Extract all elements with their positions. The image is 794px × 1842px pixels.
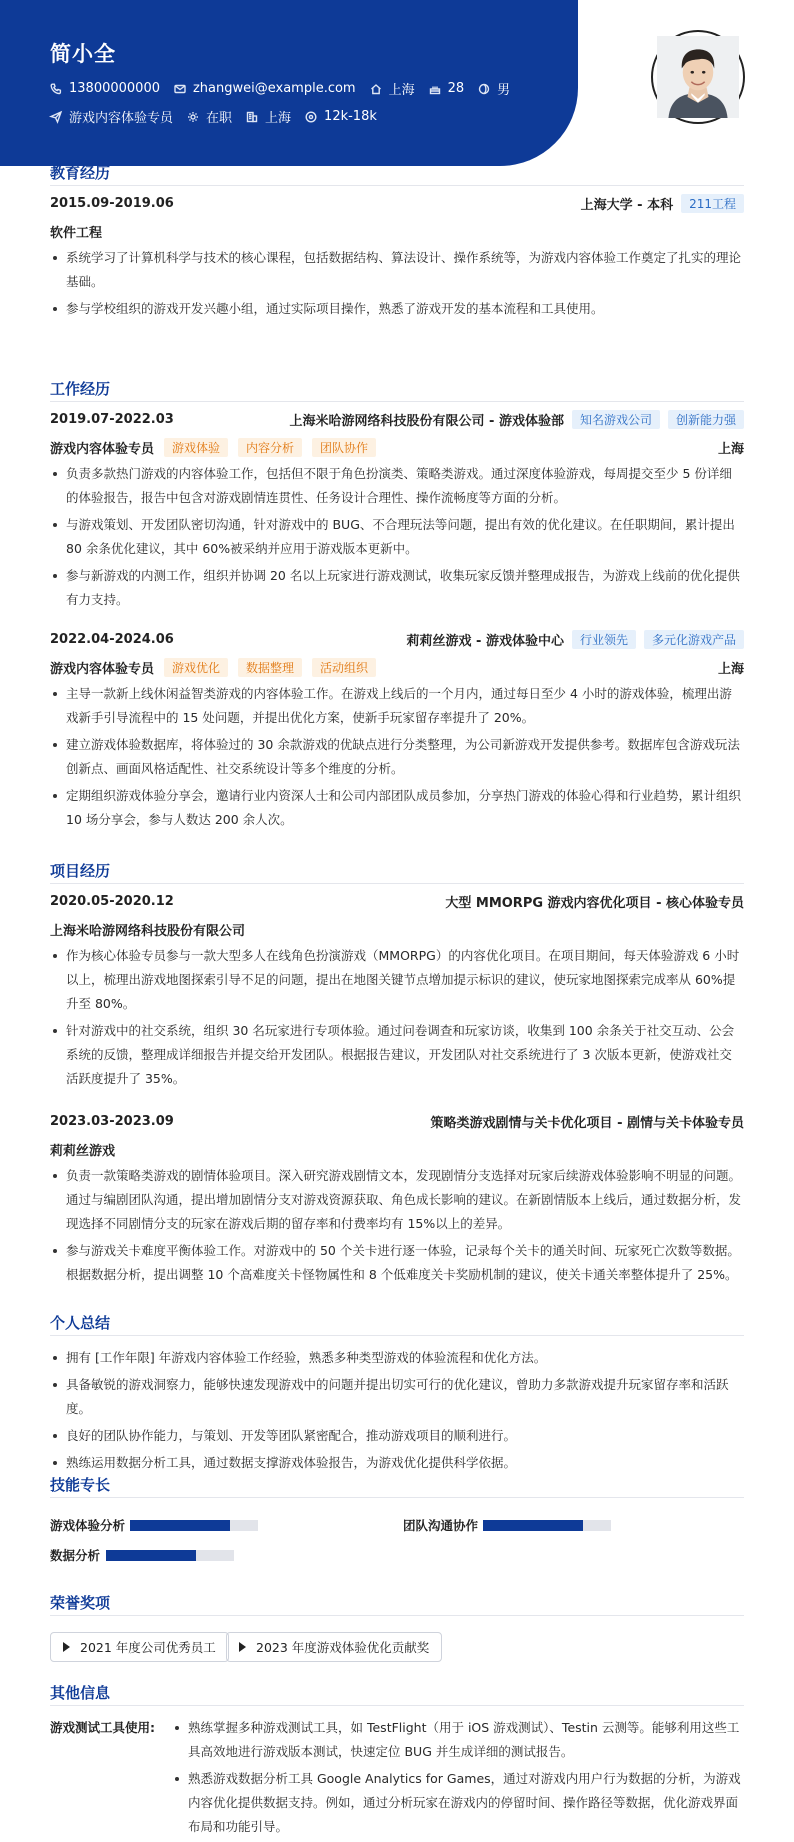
project-company-row — [50, 920, 744, 939]
skill-fill — [130, 1520, 230, 1531]
skill-item — [50, 1546, 234, 1564]
location-item — [370, 79, 415, 98]
role-tag: 游戏优化 — [164, 658, 228, 677]
play-icon — [63, 1642, 70, 1652]
skill-name: 游戏体验分析 — [50, 1518, 126, 1533]
job-role: 游戏内容体验专员 — [50, 442, 155, 457]
project-header-row — [50, 892, 744, 911]
honor-label: 2021 年度公司优秀员工 — [80, 1640, 216, 1655]
skill-fill — [106, 1550, 196, 1561]
role-tag: 团队协作 — [312, 438, 376, 457]
contact-row — [50, 79, 524, 98]
education-tag: 211工程 — [681, 194, 744, 213]
other-bullets — [172, 1716, 744, 1842]
position-item — [50, 107, 173, 126]
skills-title: 技能专长 — [50, 1474, 744, 1498]
list-item: 参与学校组织的游戏开发兴趣小组，通过实际项目操作，熟悉了游戏开发的基本流程和工具使用。 — [50, 297, 744, 321]
list-item: 建立游戏体验数据库，将体验过的 30 余款游戏的优缺点进行分类整理，为公司新游戏开发提供参考。数据库包含游戏玩法创新点、画面风格适配性、社交系统设计等多个维度的分析。 — [50, 733, 744, 781]
education-major-row — [50, 222, 744, 241]
role-tag: 活动组织 — [312, 658, 376, 677]
cake-icon — [429, 83, 441, 95]
honors-list — [50, 1632, 744, 1662]
mail-icon — [174, 83, 186, 95]
list-item: 参与游戏关卡难度平衡体验工作。对游戏中的 50 个关卡进行逐一体验，记录每个关卡的通关时间、玩家死亡次数等数据。根据数据分析，提出调整 10 个高难度关卡怪物属性和 8 个低难度关卡奖励机制的建议，使关卡通关率整体提升了 25%。 — [50, 1239, 744, 1287]
list-item: 熟练运用数据分析工具，通过数据支撑游戏体验报告，为游戏优化提供科学依据。 — [50, 1451, 744, 1475]
list-item: 与游戏策划、开发团队密切沟通，针对游戏中的 BUG、不合理玩法等问题，提出有效的优化建议。在任职期间，累计提出 80 余条优化建议，其中 60%被采纳并应用于游戏版本更新中。 — [50, 513, 744, 561]
status-text: 在职 — [206, 111, 233, 126]
age-text: 28 — [447, 81, 465, 96]
skill-item — [403, 1516, 611, 1534]
list-item: 负责一款策略类游戏的剧情体验项目。深入研究游戏剧情文本，发现剧情分支选择对玩家后续游戏体验影响不明显的问题。通过与编剧团队沟通，提出增加剧情分支对游戏资源获取、角色成长影响的建议。在新剧情版本上线后，通过数据分析，发现选择不同剧情分支的玩家在游戏后期的留存率和付费率均有 15%以上的差异。 — [50, 1164, 744, 1236]
salary-item — [305, 109, 377, 124]
city-text: 上海 — [265, 111, 292, 126]
list-item: 参与新游戏的内测工作，组织并协调 20 名以上玩家进行游戏测试，收集玩家反馈并整理成报告，为游戏上线前的优化提供有力支持。 — [50, 564, 744, 612]
email-text: zhangwei@example.com — [192, 81, 356, 96]
project-name: 策略类游戏剧情与关卡优化项目 - 剧情与关卡体验专员 — [430, 1116, 744, 1131]
job-company: 莉莉丝游戏 - 游戏体验中心 — [406, 634, 564, 649]
send-icon — [50, 111, 62, 123]
gender-item — [478, 79, 510, 98]
building-icon — [246, 111, 258, 123]
company-tag: 知名游戏公司 — [572, 410, 660, 429]
job-bullets — [50, 682, 744, 835]
work-title: 工作经历 — [50, 378, 744, 402]
list-item: 负责多款热门游戏的内容体验工作，包括但不限于角色扮演类、策略类游戏。通过深度体验游戏，每周提交至少 5 份详细的体验报告，报告中包含对游戏剧情连贯性、任务设计合理性、操作流畅度等方面的分析。 — [50, 462, 744, 510]
summary-section — [50, 1312, 744, 1470]
list-item: 系统学习了计算机科学与技术的核心课程，包括数据结构、算法设计、操作系统等，为游戏内容体验工作奠定了扎实的理论基础。 — [50, 246, 744, 294]
gear-icon — [187, 111, 199, 123]
education-section — [50, 162, 744, 316]
honors-title: 荣誉奖项 — [50, 1592, 744, 1616]
location-text: 上海 — [388, 83, 415, 98]
skill-bar — [130, 1520, 258, 1531]
education-major: 软件工程 — [50, 226, 103, 241]
summary-bullets — [50, 1346, 744, 1478]
summary-title: 个人总结 — [50, 1312, 744, 1336]
other-content — [50, 1716, 744, 1834]
skill-bar — [106, 1550, 234, 1561]
position-text: 游戏内容体验专员 — [69, 111, 174, 126]
avatar-photo — [657, 36, 739, 118]
resume-header — [0, 0, 578, 166]
honor-item — [226, 1632, 442, 1662]
project-company: 上海米哈游网络科技股份有限公司 — [50, 924, 246, 939]
job-date: 2022.04-2024.06 — [50, 632, 174, 647]
person-photo-icon — [657, 36, 739, 118]
phone-item — [50, 81, 160, 96]
home-icon — [370, 83, 382, 95]
skills-section — [50, 1474, 744, 1574]
job-role-row — [50, 658, 744, 677]
email-item — [174, 81, 356, 96]
age-item — [429, 81, 465, 96]
role-tag: 内容分析 — [238, 438, 302, 457]
skill-name: 数据分析 — [50, 1548, 101, 1563]
project-name: 大型 MMORPG 游戏内容优化项目 - 核心体验专员 — [445, 896, 744, 911]
job-intent-row — [50, 107, 391, 126]
list-item: 主导一款新上线休闲益智类游戏的内容体验工作。在游戏上线后的一个月内，通过每日至少 4 小时的游戏体验，梳理出游戏新手引导流程中的 15 处问题，并提出优化方案，使新手玩家留存率提升了 20%。 — [50, 682, 744, 730]
job-header-row — [50, 410, 744, 429]
education-date: 2015.09-2019.06 — [50, 196, 174, 211]
list-item: 作为核心体验专员参与一款大型多人在线角色扮演游戏（MMORPG）的内容优化项目。在项目期间，每天体验游戏 6 小时以上，梳理出游戏地图探索引导不足的问题，提出在地图关键节点增加提示标识的建议，使玩家地图探索完成率从 60%提升至 80%。 — [50, 944, 744, 1016]
skill-bar — [483, 1520, 611, 1531]
list-item: 具备敏锐的游戏洞察力，能够快速发现游戏中的问题并提出切实可行的优化建议，曾助力多款游戏提升玩家留存率和活跃度。 — [50, 1373, 744, 1421]
role-tag: 游戏体验 — [164, 438, 228, 457]
projects-title: 项目经历 — [50, 860, 744, 884]
status-item — [187, 107, 232, 126]
honor-label: 2023 年度游戏体验优化贡献奖 — [256, 1640, 430, 1655]
list-item: 针对游戏中的社交系统，组织 30 名玩家进行专项体验。通过问卷调查和玩家访谈，收集到 100 余条关于社交互动、公会系统的反馈，整理成详细报告并提交给开发团队。根据报告建议，开发团队对社交系统进行了 3 次版本更新，使游戏社交活跃度提升了 35%。 — [50, 1019, 744, 1091]
other-label: 游戏测试工具使用: — [50, 1720, 155, 1735]
work-section — [50, 378, 744, 848]
education-title: 教育经历 — [50, 162, 744, 186]
candidate-name: 简小全 — [50, 42, 116, 66]
city-item — [246, 107, 291, 126]
role-tag: 数据整理 — [238, 658, 302, 677]
other-title: 其他信息 — [50, 1682, 744, 1706]
company-tag: 行业领先 — [572, 630, 636, 649]
project-company-row — [50, 1140, 744, 1159]
project-date: 2020.05-2020.12 — [50, 894, 174, 909]
list-item: 拥有 [工作年限] 年游戏内容体验工作经验，熟悉多种类型游戏的体验流程和优化方法。 — [50, 1346, 744, 1370]
list-item: 熟悉游戏数据分析工具 Google Analytics for Games，通过对游戏内用户行为数据的分析，为游戏内容优化提供数据支持。例如，通过分析玩家在游戏内的停留时间、操作路径等数据，优化游戏界面布局和功能引导。 — [172, 1767, 744, 1839]
job-role: 游戏内容体验专员 — [50, 662, 155, 677]
phone-icon — [50, 83, 62, 95]
education-header-row — [50, 194, 744, 213]
job-bullets — [50, 462, 744, 615]
job-location: 上海 — [717, 442, 744, 457]
list-item: 熟练掌握多种游戏测试工具，如 TestFlight（用于 iOS 游戏测试）、Testin 云测等。能够利用这些工具高效地进行游戏版本测试，快速定位 BUG 并生成详细的测试报告。 — [172, 1716, 744, 1764]
coin-icon — [305, 111, 317, 123]
play-icon — [239, 1642, 246, 1652]
gender-icon — [478, 83, 490, 95]
projects-section — [50, 860, 744, 1300]
list-item: 良好的团队协作能力，与策划、开发等团队紧密配合，推动游戏项目的顺利进行。 — [50, 1424, 744, 1448]
salary-text: 12k-18k — [324, 109, 377, 124]
honors-section — [50, 1592, 744, 1672]
phone-text: 13800000000 — [69, 81, 160, 96]
list-item: 定期组织游戏体验分享会，邀请行业内资深人士和公司内部团队成员参加，分享热门游戏的体验心得和行业趋势，累计组织 10 场分享会，参与人数达 200 余人次。 — [50, 784, 744, 832]
job-date: 2019.07-2022.03 — [50, 412, 174, 427]
honor-item — [50, 1632, 229, 1662]
gender-text: 男 — [497, 83, 511, 98]
job-location: 上海 — [717, 662, 744, 677]
project-bullets — [50, 1164, 744, 1290]
project-company: 莉莉丝游戏 — [50, 1144, 116, 1159]
job-header-row — [50, 630, 744, 649]
project-header-row — [50, 1112, 744, 1131]
skill-fill — [483, 1520, 583, 1531]
other-section — [50, 1682, 744, 1834]
avatar — [651, 30, 745, 124]
education-school: 上海大学 - 本科 — [580, 198, 674, 213]
project-bullets — [50, 944, 744, 1094]
project-date: 2023.03-2023.09 — [50, 1114, 174, 1129]
education-bullets — [50, 246, 744, 324]
job-role-row — [50, 438, 744, 457]
skill-name: 团队沟通协作 — [403, 1518, 479, 1533]
company-tag: 多元化游戏产品 — [644, 630, 744, 649]
job-company: 上海米哈游网络科技股份有限公司 - 游戏体验部 — [289, 414, 564, 429]
skill-item — [50, 1516, 258, 1534]
company-tag: 创新能力强 — [668, 410, 744, 429]
